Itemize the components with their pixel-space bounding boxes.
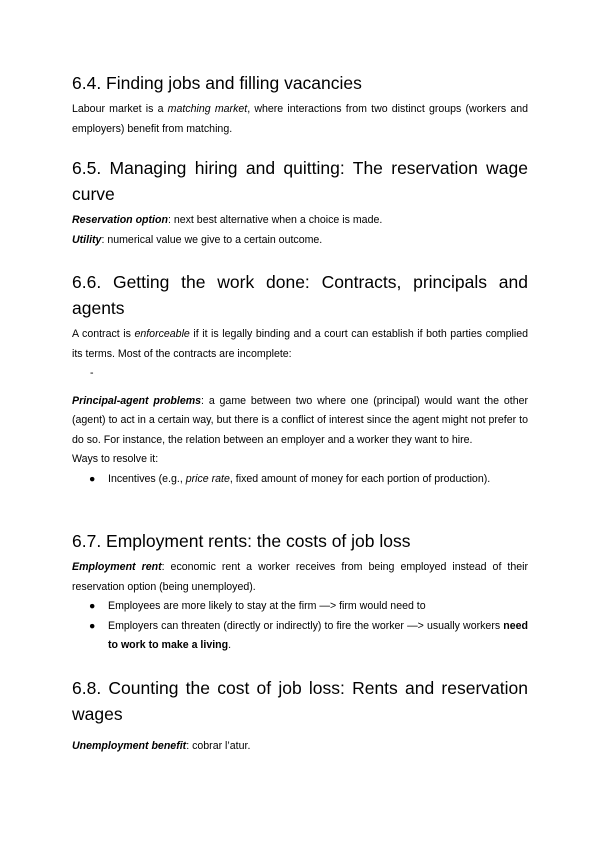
definition: Unemployment benefit: cobrar l’atur. <box>72 740 251 752</box>
bullet-list <box>72 470 528 490</box>
bullet-icon: ● <box>89 600 96 612</box>
dash-item: - <box>90 367 94 379</box>
term: Unemployment benefit <box>72 740 187 752</box>
paragraph: Ways to resolve it: <box>72 453 159 465</box>
term: Reservation option <box>72 214 168 226</box>
definition: Reservation option: next best alternative when a choice is made. <box>72 214 383 226</box>
term: Principal-agent problems <box>72 394 202 407</box>
bullet-icon: ● <box>89 619 96 632</box>
definition: Employment rent: economic rent a worker receives from being employed instead of their reservation option (being unemployed). <box>72 561 529 593</box>
term: enforceable <box>134 328 190 340</box>
list-item: ● Employees are more likely to stay at the firm —> firm would need to <box>72 597 528 617</box>
section-6-7 <box>72 528 528 656</box>
section-heading: 6.4. Finding jobs and filling vacancies <box>72 73 362 93</box>
section-6-8 <box>72 675 528 757</box>
list-item: ● Incentives (e.g., price rate, fixed amount of money for each portion of production). <box>72 470 528 490</box>
section-heading: 6.8. Counting the cost of job loss: Rents and reservation wages <box>72 678 528 724</box>
section-heading: 6.5. Managing hiring and quitting: The reservation wage curve <box>72 158 528 204</box>
emphasis: need to work to make a living <box>108 619 528 651</box>
term: matching market <box>167 103 248 115</box>
paragraph: Labour market is a matching market, where interactions from two distinct groups (workers and employers) benefit from matching. <box>72 103 529 135</box>
term: Utility <box>72 233 102 246</box>
section-heading: 6.7. Employment rents: the costs of job loss <box>72 531 411 551</box>
paragraph: A contract is enforceable if it is legally binding and a court can establish if both parties complied its terms. Most of the contracts are incomplete: <box>72 328 528 360</box>
section-heading: 6.6. Getting the work done: Contracts, principals and agents <box>72 272 528 318</box>
term: Employment rent <box>72 561 162 573</box>
bullet-icon: ● <box>89 472 96 485</box>
section-6-4 <box>72 70 528 139</box>
definition: Principal-agent problems: a game between two where one (principal) would want the other (agent) to act in a certain way, but there is a conflict of interest since the agent might not prefer to do so. For instance, the relation between an employer and a worker they want to hire. <box>72 394 529 446</box>
section-6-5 <box>72 155 528 250</box>
bullet-list <box>72 597 528 656</box>
section-6-6 <box>72 269 528 489</box>
list-item: ● Employers can threaten (directly or indirectly) to fire the worker —> usually workers need to work to make a living. <box>72 617 528 656</box>
term: price rate <box>185 472 230 485</box>
definition: Utility: numerical value we give to a certain outcome. <box>72 233 323 246</box>
